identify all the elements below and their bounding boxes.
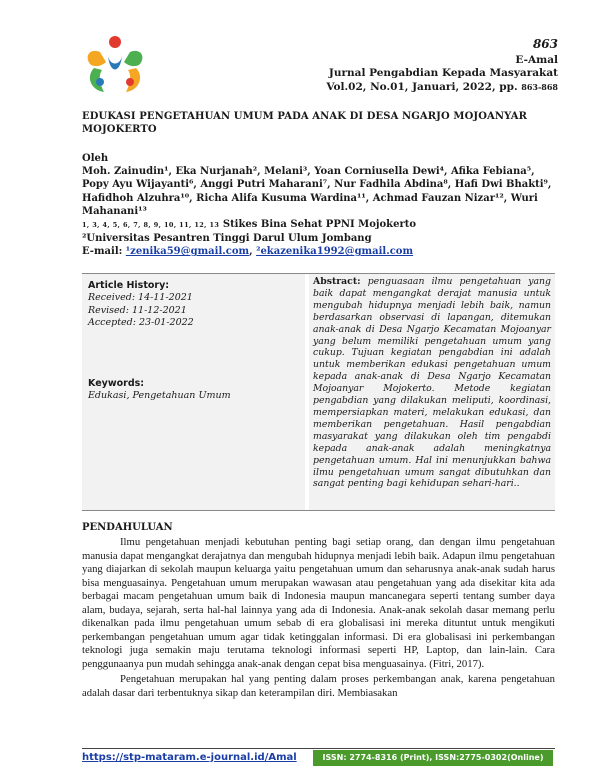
issn-badge: ISSN: 2774-8316 (Print), ISSN:2775-0302(Online)	[313, 750, 553, 766]
keywords-heading: Keywords:	[88, 378, 145, 389]
affiliation-1	[82, 218, 552, 232]
email-separator: ,	[249, 246, 257, 258]
author-list: Moh. Zainudin¹, Eka Nurjanah², Melani³, Yoan Corniusella Dewi⁴, Afika Febiana⁵, Popy Ayu Wijayanti⁶, Anggi Putri Maharani⁷, Nur Fadhila Abdina⁸, Hafi Dwi Bhakti⁹, Hafidhoh Alzuhra¹⁰, Richa Alifa Kusuma Wardina¹¹, Achmad Fauzan Nizar¹², Wuri Mahanani¹³	[82, 166, 552, 217]
keywords-section	[88, 378, 231, 403]
article-info-column	[82, 274, 305, 510]
keywords-value: Edukasi, Pengetahuan Umum	[88, 390, 231, 402]
history-heading: Article History:	[88, 280, 170, 291]
oleh-label: Oleh	[82, 153, 109, 164]
email-line	[82, 245, 552, 258]
email-link-1[interactable]: ¹zenika59@gmail.com	[125, 246, 250, 258]
abstract-text: penguasaan ilmu pengetahuan yang baik dapat mengangkat derajat manusia untuk mengubah hidupnya menjadi lebih baik, namun berdasarkan observasi di lapangan, ditemukan anak-anak di Desa Ngarjo Kecamatan Mojoanyar yang belum memiliki pengetahuan umum yang cukup. Tujuan kegiatan pengabdian ini adalah untuk memberikan edukasi pengetahuan umum kepada anak-anak di Desa Ngarjo Kecamatan Mojoanyar Mojokerto. Metode kegiatan pengabdian yang dilakukan meliputi, koordinasi, mempersiapkan materi, melakukan edukasi, dan memberikan pengetahuan. Hasil pengabdian masyarakat yang dilakukan oleh tim pengabdi kepada anak-anak adalah meningkatnya pengetahuan umum. Hal ini menunjukkan bahwa ilmu pengetahuan umum sangat dibutuhkan dan sangat penting bagi kehidupan sehari-hari..	[313, 276, 551, 490]
volume-text: Vol.02, No.01, Januari, 2022, pp.	[326, 81, 518, 93]
page-number: 863	[532, 37, 558, 51]
journal-logo	[80, 34, 150, 98]
volume-info	[326, 81, 558, 94]
journal-url-link[interactable]: https://stp-mataram.e-journal.id/Amal	[82, 752, 297, 763]
affiliation-1-numbers: 1, 3, 4, 5, 6, 7, 8, 9, 10, 11, 12, 13	[82, 221, 220, 230]
e-amal-logo-icon	[80, 34, 150, 98]
body-text	[82, 536, 555, 700]
article-info-box	[82, 273, 555, 511]
affiliation-1-name: Stikes Bina Sehat PPNI Mojokerto	[222, 219, 417, 231]
paragraph-2: Pengetahuan merupakan hal yang penting dalam proses perkembangan anak, karena pengetahuan adalah dasar dari terbentuknya sikap dan keterampilan diri. Membiasakan	[82, 673, 555, 699]
received-date: Received: 14-11-2021	[88, 292, 193, 304]
abstract-column	[309, 274, 555, 510]
journal-full-name: Jurnal Pengabdian Kepada Masyarakat	[328, 67, 558, 79]
paragraph-1: Ilmu pengetahuan menjadi kebutuhan penting bagi setiap orang, dan dengan ilmu pengetahuan manusia dapat mengangkat derajatnya dan mengubah hidupnya menjadi lebih baik. Adapun ilmu pengetahuan yang diajarkan di sekolah maupun keluarga yaitu pengetahuan umum dan seharusnya anak-anak sudah harus bisa menguasainya. Pengetahuan umum merupakan wawasan atau pengetahuan yang ada disekitar kita ada berbagai macam pengetahuan umum baik di Indonesia maupun mancanegara seperti tentang sumber daya alam, budaya, sejarah, serta hal-hal lainnya yang ada di Indonesia. Anak-anak sekolah dasar memang perlu dikenalkan pada ilmu pengetahuan umum sebab di era globalisasi ini mereka dituntut untuk mengikuti perkembangan pengetahuan umum agar tidak ketinggalan informasi. Di era globalisasi ini perkembangan teknologi juga semakin maju terutama teknologi informasi seperti HP, Laptop, dan lain-lain. Cara penggunaanya pun mudah sehingga anak-anak dengan cepat bisa menguasainya. (Fitri, 2017).	[82, 536, 555, 670]
affiliation-2: ²Universitas Pesantren Tinggi Darul Ulum Jombang	[82, 233, 372, 245]
abstract-heading: Abstract:	[313, 276, 361, 287]
authors-block	[82, 152, 552, 259]
abstract	[313, 276, 551, 490]
page-range: 863-868	[521, 82, 558, 92]
footer-divider	[82, 748, 555, 749]
article-history	[88, 280, 194, 329]
email-label: E-mail:	[82, 246, 126, 258]
journal-short-name: E-Amal	[515, 54, 558, 66]
section-heading: PENDAHULUAN	[82, 522, 173, 533]
email-link-2[interactable]: ²ekazenika1992@gmail.com	[256, 246, 414, 258]
article-title: EDUKASI PENGETAHUAN UMUM PADA ANAK DI DESA NGARJO MOJOANYAR MOJOKERTO	[82, 111, 527, 135]
accepted-date: Accepted: 23-01-2022	[88, 316, 194, 328]
revised-date: Revised: 11-12-2021	[88, 304, 187, 316]
